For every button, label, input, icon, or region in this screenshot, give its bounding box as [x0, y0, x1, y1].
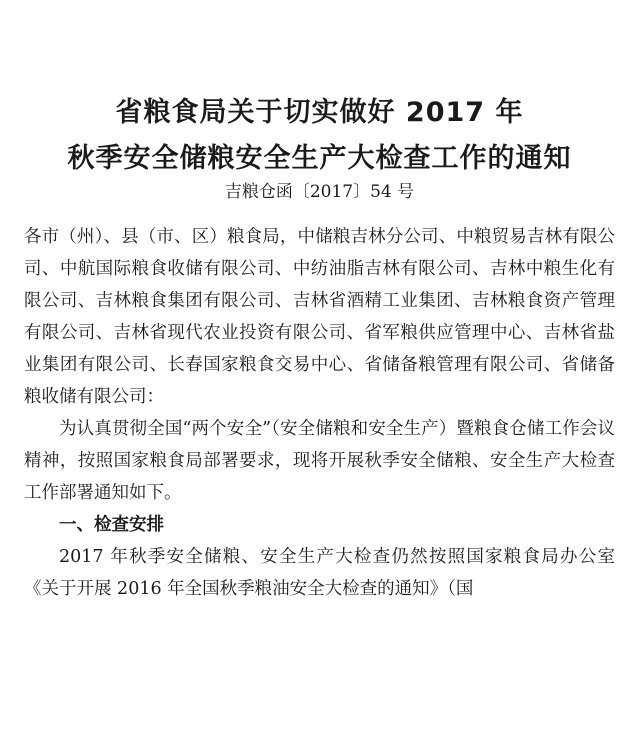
intro-paragraph: 为认真贯彻全国“两个安全”（安全储粮和安全生产）暨粮食仓储工作会议精神，按照国家粮食局部署要求，现将开展秋季安全储粮、安全生产大检查工作部署通知如下。: [24, 419, 615, 503]
document-title-line2: 秋季安全储粮安全生产大检查工作的通知: [67, 143, 572, 174]
document-body: [24, 221, 615, 605]
section-heading: 一、检查安排: [59, 515, 164, 535]
body-paragraph: 2017 年秋季安全储粮、安全生产大检查仍然按照国家粮食局办公室《关于开展 2016 年全国秋季粮油安全大检查的通知》（国: [24, 547, 615, 599]
document-title-line1: 省粮食局关于切实做好 2017 年: [115, 97, 524, 128]
document-number: 吉粮仓函〔2017〕54 号: [224, 182, 415, 202]
salutation-paragraph: 各市（州）、县（市、区）粮食局，中储粮吉林分公司、中粮贸易吉林有限公司、中航国际粮食收储有限公司、中纺油脂吉林有限公司、吉林中粮生化有限公司、吉林粮食集团有限公司、吉林省酒精工业集团、吉林粮食资产管理有限公司、吉林省现代农业投资有限公司、省军粮供应管理中心、吉林省盐业集团有限公司、长春国家粮食交易中心、省储备粮管理有限公司、省储备粮收储有限公司：: [24, 227, 615, 407]
